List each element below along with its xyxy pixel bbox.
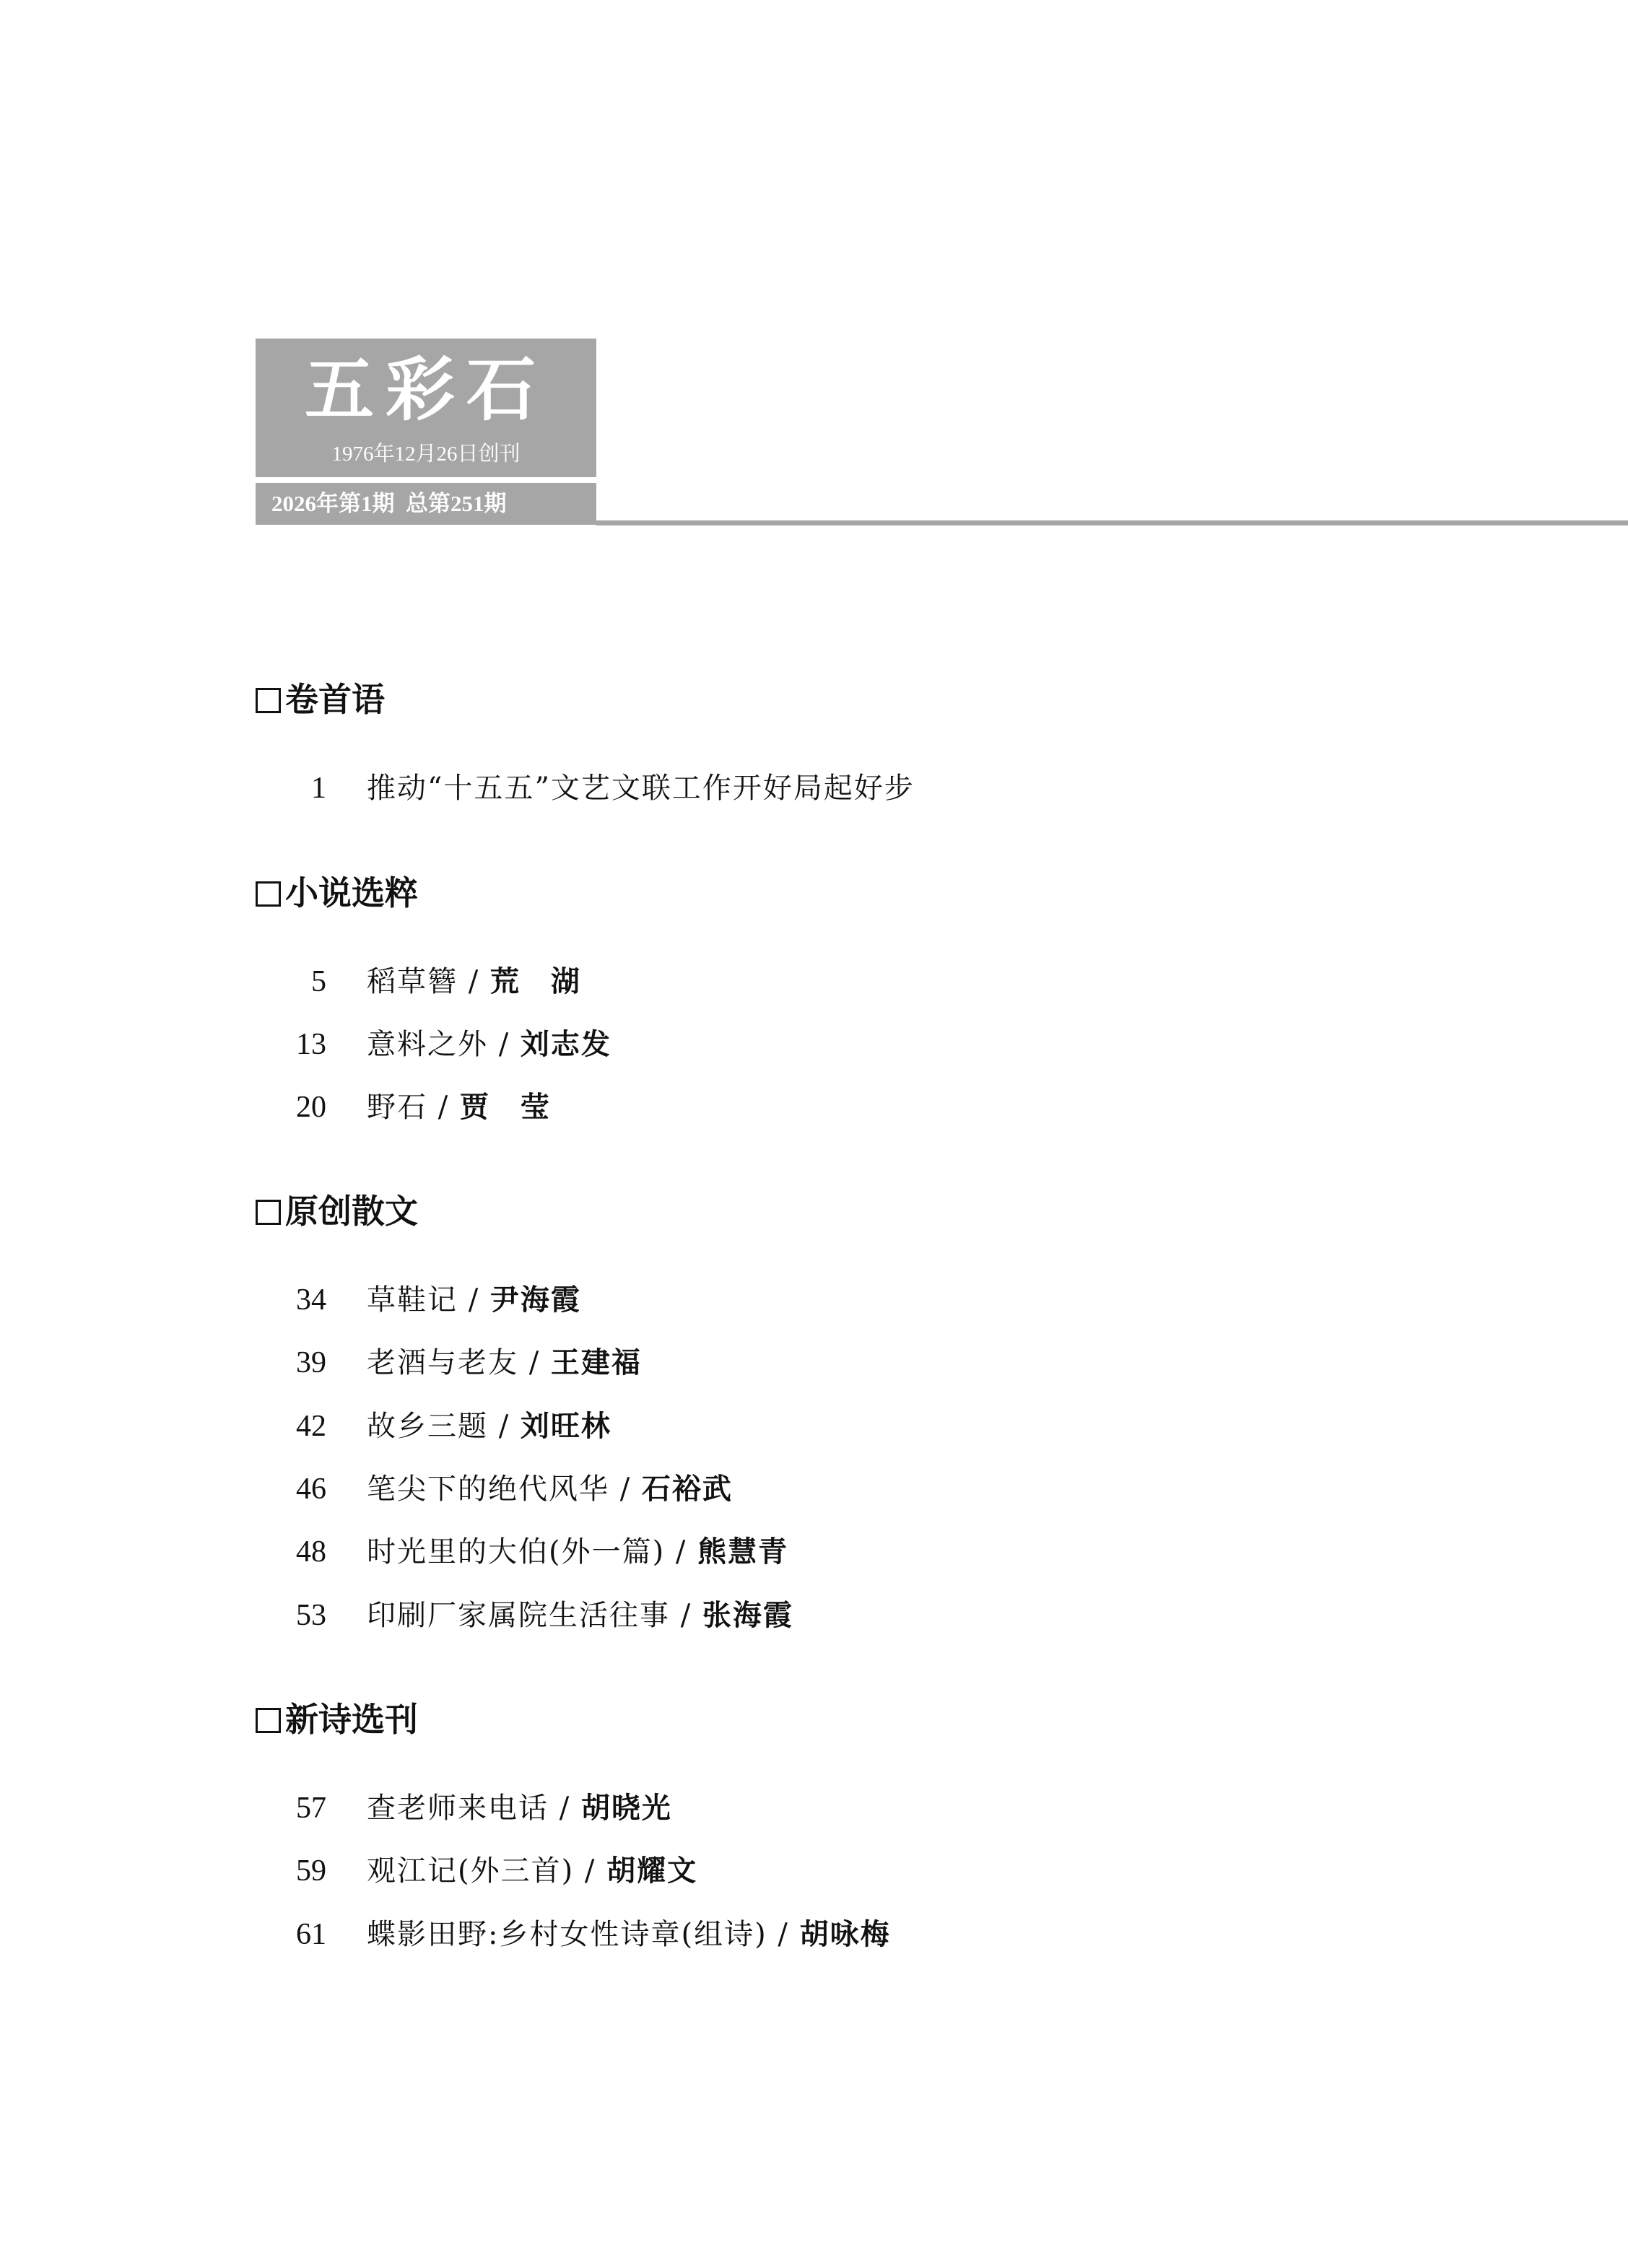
page-number: 46 [296,1473,326,1506]
page-number: 59 [296,1854,326,1888]
section-heading [256,678,385,721]
entry-title: 故乡三题 [367,1410,488,1443]
page-number: 42 [296,1410,326,1443]
page-number: 61 [296,1918,326,1951]
founding-date: 1976年12月26日创刊 [331,442,521,466]
toc-entry[interactable]: 39 老酒与老友 / 王建福 [274,1343,642,1383]
section-title: 原创散文 [285,1192,418,1231]
page-number: 48 [296,1535,326,1569]
toc-entry[interactable] [274,768,915,808]
checkbox-square-icon [256,881,281,907]
checkbox-square-icon [256,1708,281,1733]
section-title: 新诗选刊 [285,1700,418,1739]
toc-entry[interactable]: 61 蝶影田野:乡村女性诗章(组诗) / 胡咏梅 [274,1914,891,1955]
page-number: 1 [311,772,326,805]
entry-title: 老酒与老友 [367,1346,518,1379]
entry-title: 稻草簪 [367,965,458,998]
toc-entry[interactable]: 57 查老师来电话 / 胡晓光 [274,1788,672,1828]
masthead-banner [256,339,596,477]
entry-author: 刘旺林 [520,1410,611,1443]
checkbox-square-icon [256,1200,281,1225]
toc-entry[interactable]: 48 时光里的大伯(外一篇) / 熊慧青 [274,1532,788,1572]
entry-title: 观江记(外三首) [367,1854,575,1888]
magazine-logo: 五彩石 [305,349,547,430]
masthead [256,339,596,525]
entry-author: 张海霞 [702,1599,793,1632]
toc-entry[interactable]: 59 观江记(外三首) / 胡耀文 [274,1851,697,1891]
entry-author: 刘志发 [520,1028,611,1061]
page-number: 34 [296,1283,326,1317]
page-number: 13 [296,1028,326,1061]
toc-entry[interactable]: 53 印刷厂家属院生活往事 / 张海霞 [274,1595,793,1636]
page-number: 5 [311,965,326,998]
entry-author: 胡晓光 [580,1792,672,1825]
toc-entry[interactable]: 5 稻草簪 / 荒 湖 [274,961,581,1002]
entry-title: 蝶影田野:乡村女性诗章(组诗) [367,1918,767,1951]
header-rule [596,520,1628,525]
entry-title: 意料之外 [367,1028,488,1061]
masthead-divider [256,477,596,483]
entry-title: 查老师来电话 [367,1792,549,1825]
toc-entry[interactable]: 34 草鞋记 / 尹海霞 [274,1280,581,1320]
toc-entry[interactable]: 42 故乡三题 / 刘旺林 [274,1406,611,1447]
section-heading [256,871,418,915]
entry-title: 时光里的大伯(外一篇) [367,1535,666,1569]
entry-title: 印刷厂家属院生活往事 [367,1599,670,1632]
checkbox-square-icon [256,688,281,713]
entry-author: 胡咏梅 [799,1918,891,1951]
page-number: 53 [296,1599,326,1632]
entry-author: 王建福 [550,1346,642,1379]
entry-author: 尹海霞 [489,1283,581,1317]
entry-author: 胡耀文 [606,1854,698,1888]
toc-entry[interactable]: 13 意料之外 / 刘志发 [274,1024,611,1065]
entry-author: 熊慧青 [697,1535,789,1569]
toc-entry[interactable]: 46 笔尖下的绝代风华 / 石裕武 [274,1469,733,1509]
entry-title: 野石 [367,1091,427,1124]
section-title: 卷首语 [285,680,385,719]
entry-title: 推动“十五五”文艺文联工作开好局起好步 [367,772,915,805]
page-number: 39 [296,1346,326,1379]
toc-entry[interactable]: 20 野石 / 贾 莹 [274,1087,551,1128]
issue-number: 2026年第1期 总第251期 [256,483,596,525]
entry-title: 草鞋记 [367,1283,458,1317]
entry-author: 石裕武 [641,1473,733,1506]
page-number: 57 [296,1792,326,1825]
entry-title: 笔尖下的绝代风华 [367,1473,609,1506]
entry-author: 贾 莹 [459,1091,551,1124]
section-heading [256,1190,418,1233]
page-number: 20 [296,1091,326,1124]
entry-author: 荒 湖 [489,965,581,998]
section-title: 小说选粹 [285,873,418,912]
section-heading [256,1698,418,1741]
